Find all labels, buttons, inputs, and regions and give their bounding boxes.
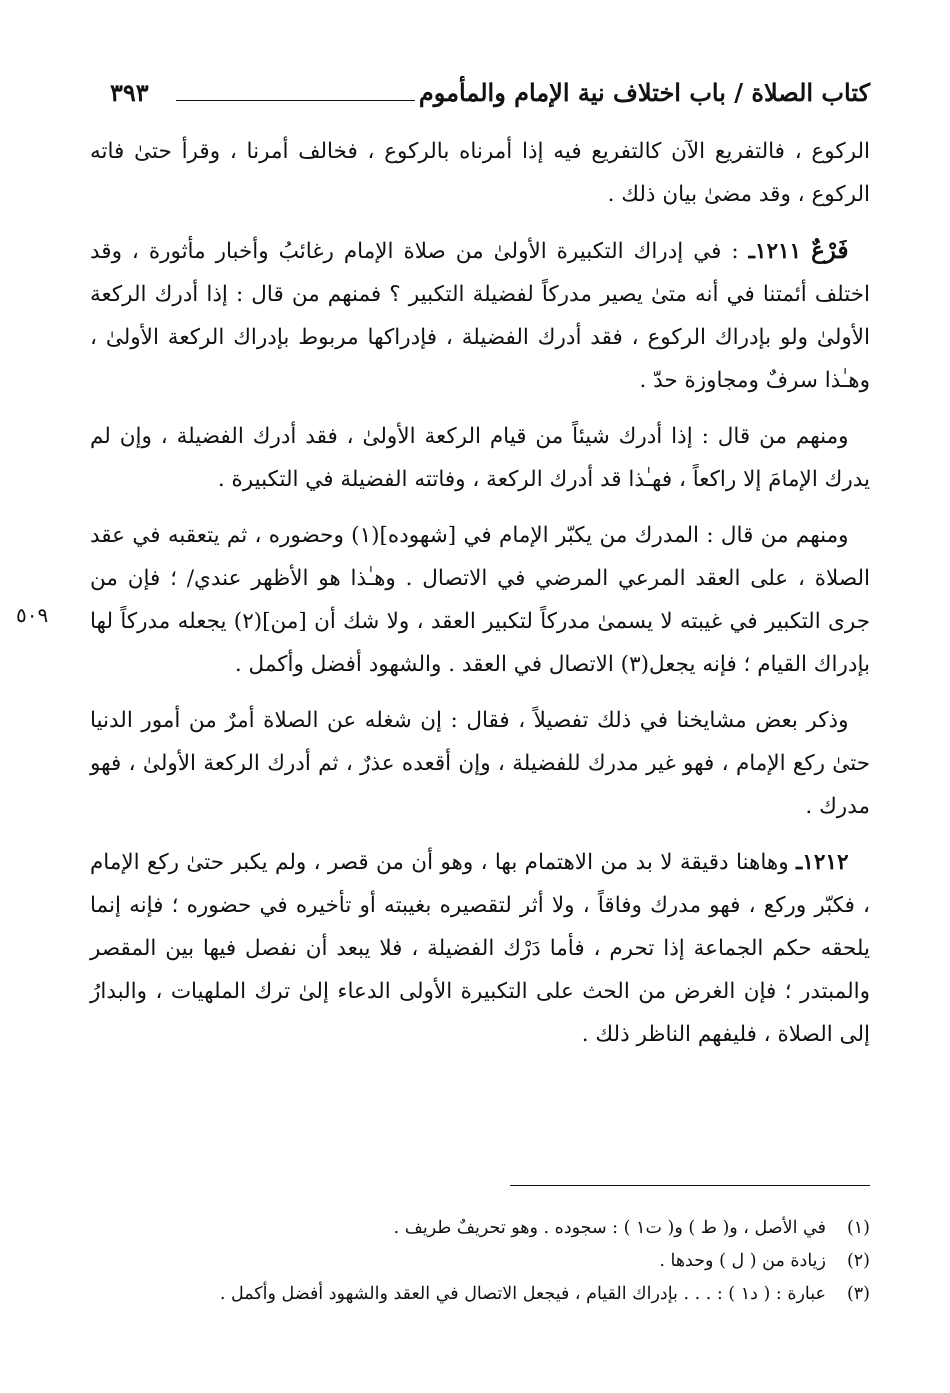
paragraph-text: ومنهم من قال : إذا أدرك شيئاً من قيام الركعة الأولىٰ ، فقد أدرك الفضيلة ، وإن لم يدرك الإمامَ إلا راكعاً ، فهـٰذا قد أدرك الركعة ، وفاتته الفضيلة في التكبيرة .	[90, 424, 870, 492]
footnote	[90, 1278, 870, 1311]
footnotes	[90, 1212, 870, 1311]
page-header	[110, 78, 870, 118]
footnote-number: (١)	[846, 1218, 870, 1238]
footnote	[90, 1212, 870, 1245]
paragraph	[90, 229, 870, 402]
paragraph-text: وذكر بعض مشايخنا في ذلك تفصيلاً ، فقال : إن شغله عن الصلاة أمرٌ من أمور الدنيا حتىٰ ركع الإمام ، فهو غير مدرك للفضيلة ، وإن أقعده عذرٌ ، ثم أدرك الركعة الأولىٰ ، فهو مدرك .	[90, 708, 870, 819]
page-number: ٣٩٣	[110, 78, 149, 107]
header-rule	[176, 100, 415, 101]
footnote-text: عبارة : ( د١ ) : . . . بإدراك القيام ، فيجعل الاتصال في العقد والشهود أفضل وأكمل .	[219, 1284, 826, 1304]
paragraph-text: ومنهم من قال : المدرك من يكبّر الإمام في [شهوده](١) وحضوره ، ثم يتعقبه في عقد الصلاة ، على العقد المرعي المرضي في الاتصال . وهـٰذا هو الأظهر عندي/ ؛ فإن من جرى التكبير في غيبته لا يسمىٰ مدركاً لتكبير العقد ، ولا شك أن [من](٢) يجعله مدركاً لها بإدراك القيام ؛ فإنه يجعل(٣) الاتصال في العقد . والشهود أفضل وأكمل .	[90, 523, 870, 677]
footnote-number: (٣)	[846, 1284, 870, 1304]
footnote-text: في الأصل ، و( ط ) و( ت١ ) : سجوده . وهو تحريفٌ طريف .	[393, 1218, 826, 1238]
section-number: ١٢١٢ـ	[795, 850, 849, 875]
body-text	[90, 130, 870, 1069]
footnote-number: (٢)	[846, 1251, 870, 1271]
paragraph	[90, 130, 870, 216]
paragraph-text: الركوع ، فالتفريع الآن كالتفريع فيه إذا أمرناه بالركوع ، فخالف أمرنا ، وقرأ حتىٰ فاته الركوع ، وقد مضىٰ بيان ذلك .	[90, 139, 870, 207]
footnote-text: زيادة من ( ل ) وحدها .	[659, 1251, 826, 1271]
paragraph	[90, 699, 870, 828]
paragraph-text: وهاهنا دقيقة لا بد من الاهتمام بها ، وهو أن من قصر ، ولم يكبر حتىٰ ركع الإمام ، فكبّر وركع ، فهو مدرك وفاقاً ، ولا أثر لتقصيره بغيبته أو تأخيره في حضوره ؛ فإنه إنما يلحقه حكم الجماعة إذا تحرم ، فأما دَرْك الفضيلة ، فلا يبعد أن نفصل فيها بين المقصر والمبتدر ؛ فإن الغرض من الحث على التكبيرة الأولى الدعاء إلىٰ ترك الملهيات ، والبدارُ إلى الصلاة ، فليفهم الناظر ذلك .	[90, 850, 870, 1047]
section-number: ١٢١١ـ	[748, 239, 802, 264]
paragraph	[90, 841, 870, 1056]
section-rubric: فَرْعٌ	[811, 237, 849, 264]
paragraph-text: : في إدراك التكبيرة الأولىٰ من صلاة الإمام رغائبُ وأخبار مأثورة ، وقد اختلف أئمتنا في أنه متىٰ يصير مدركاً لفضيلة التكبير ؟ فمنهم من قال : إذا أدرك الركعة الأولىٰ ولو بإدراك الركوع ، فقد أدرك الفضيلة ، فإدراكها مربوط بإدراك الركعة الأولىٰ ، وهـٰذا سرفٌ ومجاوزة حدّ .	[90, 239, 870, 393]
footnote	[90, 1245, 870, 1278]
manuscript-folio-note: ٥٠٩	[16, 603, 49, 627]
running-title: كتاب الصلاة / باب اختلاف نية الإمام والمأموم	[418, 78, 870, 107]
paragraph	[90, 514, 870, 686]
footnote-rule	[510, 1185, 870, 1186]
paragraph	[90, 415, 870, 501]
